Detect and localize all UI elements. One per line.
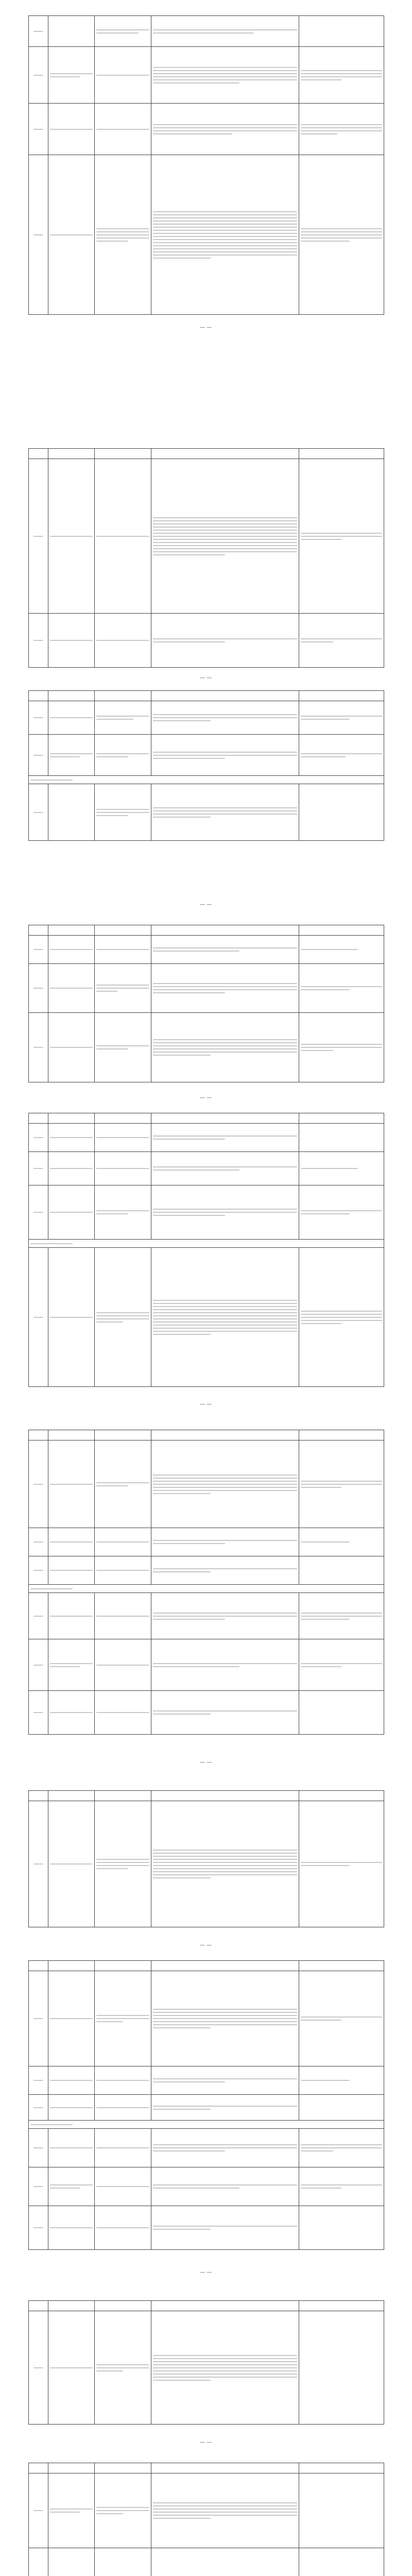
page-number: — — [200, 675, 212, 680]
adjusted-content [151, 1639, 299, 1691]
column-header [151, 691, 299, 701]
table-header-row [29, 1791, 384, 1801]
original-basis [95, 459, 151, 614]
document-page-3 [28, 690, 384, 907]
column-header [299, 2463, 384, 2473]
table-header-row [29, 449, 384, 459]
document-page-8 [28, 1960, 384, 2275]
adjusted-content [151, 1691, 299, 1735]
column-header [29, 1430, 48, 1440]
row-number [29, 47, 48, 104]
table-row [29, 701, 384, 735]
table-row [29, 1152, 384, 1185]
table-row [29, 1639, 384, 1691]
table-row [29, 2167, 384, 2206]
regulation-table [28, 1113, 384, 1387]
matter-name [48, 735, 95, 776]
note-cell [299, 104, 384, 155]
table-row [29, 614, 384, 668]
note-cell [299, 2473, 384, 2548]
original-basis [95, 2206, 151, 2250]
original-basis [95, 1185, 151, 1240]
original-basis [95, 2066, 151, 2095]
column-header [151, 925, 299, 936]
matter-name [48, 1152, 95, 1185]
note-cell [299, 1152, 384, 1185]
row-number [29, 2311, 48, 2425]
page-number: — — [200, 2439, 212, 2445]
column-header [29, 449, 48, 459]
row-number [29, 936, 48, 964]
original-basis [95, 1152, 151, 1185]
table-row [29, 459, 384, 614]
note-cell [299, 2206, 384, 2250]
row-number [29, 1556, 48, 1585]
row-number [29, 2066, 48, 2095]
matter-name [48, 2548, 95, 2576]
row-number [29, 614, 48, 668]
column-header [29, 1961, 48, 1971]
column-header [95, 449, 151, 459]
table-row [29, 1248, 384, 1387]
column-header [95, 925, 151, 936]
row-number [29, 1971, 48, 2066]
original-basis [95, 701, 151, 735]
adjusted-content [151, 1124, 299, 1152]
adjusted-content [151, 2548, 299, 2576]
matter-name [48, 964, 95, 1013]
document-page-1 [28, 15, 384, 330]
adjusted-content [151, 784, 299, 841]
original-basis [95, 1593, 151, 1639]
table-row [29, 155, 384, 315]
matter-name [48, 1528, 95, 1556]
note-cell [299, 1593, 384, 1639]
note-cell [299, 964, 384, 1013]
column-header [48, 1113, 95, 1124]
column-header [95, 2463, 151, 2473]
page-number: — — [200, 902, 212, 907]
regulation-table [28, 690, 384, 841]
section-heading-row [29, 1240, 384, 1248]
column-header [299, 449, 384, 459]
page-number: — — [200, 2269, 212, 2275]
matter-name [48, 2311, 95, 2425]
note-cell [299, 47, 384, 104]
table-row [29, 2548, 384, 2576]
adjusted-content [151, 1556, 299, 1585]
note-cell [299, 2129, 384, 2167]
row-number [29, 1440, 48, 1528]
table-header-row [29, 691, 384, 701]
column-header [151, 1430, 299, 1440]
section-heading [29, 776, 384, 784]
section-heading-row [29, 2121, 384, 2129]
original-basis [95, 1971, 151, 2066]
row-number [29, 1152, 48, 1185]
original-basis [95, 936, 151, 964]
table-row [29, 2473, 384, 2548]
original-basis [95, 2548, 151, 2576]
regulation-table [28, 15, 384, 315]
column-header [29, 925, 48, 936]
matter-name [48, 614, 95, 668]
adjusted-content [151, 1185, 299, 1240]
column-header [48, 1791, 95, 1801]
original-basis [95, 1440, 151, 1528]
matter-name [48, 47, 95, 104]
column-header [95, 2301, 151, 2311]
adjusted-content [151, 2311, 299, 2425]
note-cell [299, 1528, 384, 1556]
adjusted-content [151, 964, 299, 1013]
adjusted-content [151, 1152, 299, 1185]
row-number [29, 16, 48, 47]
section-heading [29, 1240, 384, 1248]
row-number [29, 1691, 48, 1735]
adjusted-content [151, 104, 299, 155]
column-header [48, 2463, 95, 2473]
table-row [29, 2311, 384, 2425]
table-header-row [29, 1113, 384, 1124]
matter-name [48, 1691, 95, 1735]
column-header [48, 2301, 95, 2311]
matter-name [48, 2167, 95, 2206]
row-number [29, 1801, 48, 1927]
column-header [151, 449, 299, 459]
column-header [95, 1791, 151, 1801]
column-header [299, 1430, 384, 1440]
section-heading-row [29, 776, 384, 784]
original-basis [95, 1528, 151, 1556]
note-cell [299, 2066, 384, 2095]
table-row [29, 1185, 384, 1240]
column-header [151, 1791, 299, 1801]
matter-name [48, 1593, 95, 1639]
adjusted-content [151, 1801, 299, 1927]
column-header [299, 691, 384, 701]
column-header [48, 925, 95, 936]
column-header [29, 2463, 48, 2473]
note-cell [299, 1248, 384, 1387]
table-row [29, 104, 384, 155]
row-number [29, 2167, 48, 2206]
adjusted-content [151, 459, 299, 614]
adjusted-content [151, 936, 299, 964]
table-header-row [29, 925, 384, 936]
column-header [29, 1791, 48, 1801]
original-basis [95, 1801, 151, 1927]
column-header [299, 2301, 384, 2311]
matter-name [48, 16, 95, 47]
table-row [29, 1971, 384, 2066]
document-page-2 [28, 448, 384, 680]
adjusted-content [151, 2206, 299, 2250]
table-row [29, 1013, 384, 1082]
regulation-table [28, 1790, 384, 1927]
document-page-10 [28, 2463, 384, 2576]
page-number: — — [200, 1942, 212, 1947]
matter-name [48, 155, 95, 315]
adjusted-content [151, 1440, 299, 1528]
matter-name [48, 1639, 95, 1691]
table-row [29, 936, 384, 964]
document-page-6 [28, 1430, 384, 1765]
note-cell [299, 2095, 384, 2121]
regulation-table [28, 2300, 384, 2425]
note-cell [299, 1639, 384, 1691]
regulation-table [28, 2463, 384, 2576]
table-row [29, 1124, 384, 1152]
original-basis [95, 2473, 151, 2548]
original-basis [95, 964, 151, 1013]
table-row [29, 2129, 384, 2167]
matter-name [48, 2066, 95, 2095]
matter-name [48, 1185, 95, 1240]
note-cell [299, 1556, 384, 1585]
matter-name [48, 701, 95, 735]
document-page-5 [28, 1113, 384, 1406]
matter-name [48, 459, 95, 614]
note-cell [299, 1185, 384, 1240]
row-number [29, 701, 48, 735]
table-row [29, 2206, 384, 2250]
column-header [299, 1791, 384, 1801]
column-header [48, 1961, 95, 1971]
row-number [29, 2129, 48, 2167]
note-cell [299, 459, 384, 614]
page-number: — — [200, 1401, 212, 1406]
row-number [29, 1528, 48, 1556]
column-header [299, 1961, 384, 1971]
column-header [48, 691, 95, 701]
table-row [29, 735, 384, 776]
row-number [29, 2473, 48, 2548]
table-row [29, 47, 384, 104]
table-header-row [29, 2463, 384, 2473]
adjusted-content [151, 2473, 299, 2548]
original-basis [95, 2311, 151, 2425]
note-cell [299, 2167, 384, 2206]
table-row [29, 2066, 384, 2095]
original-basis [95, 614, 151, 668]
matter-name [48, 1971, 95, 2066]
original-basis [95, 104, 151, 155]
original-basis [95, 1013, 151, 1082]
adjusted-content [151, 2066, 299, 2095]
page-number: — — [200, 325, 212, 330]
table-header-row [29, 1961, 384, 1971]
original-basis [95, 2167, 151, 2206]
column-header [95, 1430, 151, 1440]
note-cell [299, 784, 384, 841]
note-cell [299, 1691, 384, 1735]
document-page-9 [28, 2300, 384, 2445]
original-basis [95, 16, 151, 47]
column-header [95, 691, 151, 701]
matter-name [48, 2129, 95, 2167]
adjusted-content [151, 47, 299, 104]
matter-name [48, 2473, 95, 2548]
column-header [299, 1113, 384, 1124]
matter-name [48, 1801, 95, 1927]
column-header [299, 925, 384, 936]
section-heading [29, 1585, 384, 1593]
original-basis [95, 1556, 151, 1585]
original-basis [95, 1691, 151, 1735]
adjusted-content [151, 2167, 299, 2206]
original-basis [95, 47, 151, 104]
page-number: — — [200, 1095, 212, 1100]
regulation-table [28, 1960, 384, 2250]
table-row [29, 964, 384, 1013]
original-basis [95, 2095, 151, 2121]
adjusted-content [151, 1971, 299, 2066]
regulation-table [28, 1430, 384, 1735]
original-basis [95, 1124, 151, 1152]
original-basis [95, 1639, 151, 1691]
matter-name [48, 1248, 95, 1387]
column-header [151, 1961, 299, 1971]
column-header [29, 691, 48, 701]
matter-name [48, 2095, 95, 2121]
row-number [29, 2548, 48, 2576]
column-header [95, 1961, 151, 1971]
table-row [29, 16, 384, 47]
note-cell [299, 1801, 384, 1927]
row-number [29, 2206, 48, 2250]
table-header-row [29, 1430, 384, 1440]
column-header [151, 2301, 299, 2311]
table-row [29, 1801, 384, 1927]
adjusted-content [151, 1013, 299, 1082]
original-basis [95, 155, 151, 315]
row-number [29, 1185, 48, 1240]
matter-name [48, 1124, 95, 1152]
column-header [151, 2463, 299, 2473]
adjusted-content [151, 1248, 299, 1387]
note-cell [299, 2311, 384, 2425]
row-number [29, 964, 48, 1013]
column-header [29, 1113, 48, 1124]
column-header [151, 1113, 299, 1124]
original-basis [95, 2129, 151, 2167]
note-cell [299, 1124, 384, 1152]
regulation-table [28, 925, 384, 1082]
document-page-4 [28, 925, 384, 1100]
row-number [29, 735, 48, 776]
row-number [29, 459, 48, 614]
note-cell [299, 155, 384, 315]
matter-name [48, 784, 95, 841]
row-number [29, 1639, 48, 1691]
adjusted-content [151, 1528, 299, 1556]
row-number [29, 784, 48, 841]
adjusted-content [151, 614, 299, 668]
note-cell [299, 1013, 384, 1082]
table-header-row [29, 2301, 384, 2311]
adjusted-content [151, 155, 299, 315]
adjusted-content [151, 735, 299, 776]
row-number [29, 1124, 48, 1152]
note-cell [299, 614, 384, 668]
row-number [29, 104, 48, 155]
table-row [29, 1556, 384, 1585]
matter-name [48, 936, 95, 964]
note-cell [299, 1440, 384, 1528]
note-cell [299, 1971, 384, 2066]
matter-name [48, 1013, 95, 1082]
row-number [29, 1248, 48, 1387]
table-row [29, 1593, 384, 1639]
adjusted-content [151, 2095, 299, 2121]
note-cell [299, 701, 384, 735]
note-cell [299, 2548, 384, 2576]
page-number: — — [200, 1759, 212, 1765]
document-page-7 [28, 1790, 384, 1947]
column-header [29, 2301, 48, 2311]
table-row [29, 1691, 384, 1735]
adjusted-content [151, 16, 299, 47]
matter-name [48, 1440, 95, 1528]
original-basis [95, 784, 151, 841]
adjusted-content [151, 2129, 299, 2167]
table-row [29, 2095, 384, 2121]
note-cell [299, 735, 384, 776]
row-number [29, 1013, 48, 1082]
regulation-table [28, 448, 384, 668]
row-number [29, 1593, 48, 1639]
column-header [48, 1430, 95, 1440]
adjusted-content [151, 1593, 299, 1639]
note-cell [299, 936, 384, 964]
section-heading-row [29, 1585, 384, 1593]
column-header [95, 1113, 151, 1124]
row-number [29, 155, 48, 315]
note-cell [299, 16, 384, 47]
original-basis [95, 735, 151, 776]
table-row [29, 1440, 384, 1528]
adjusted-content [151, 701, 299, 735]
section-heading [29, 2121, 384, 2129]
matter-name [48, 1556, 95, 1585]
matter-name [48, 2206, 95, 2250]
column-header [48, 449, 95, 459]
table-row [29, 1528, 384, 1556]
row-number [29, 2095, 48, 2121]
matter-name [48, 104, 95, 155]
original-basis [95, 1248, 151, 1387]
table-row [29, 784, 384, 841]
